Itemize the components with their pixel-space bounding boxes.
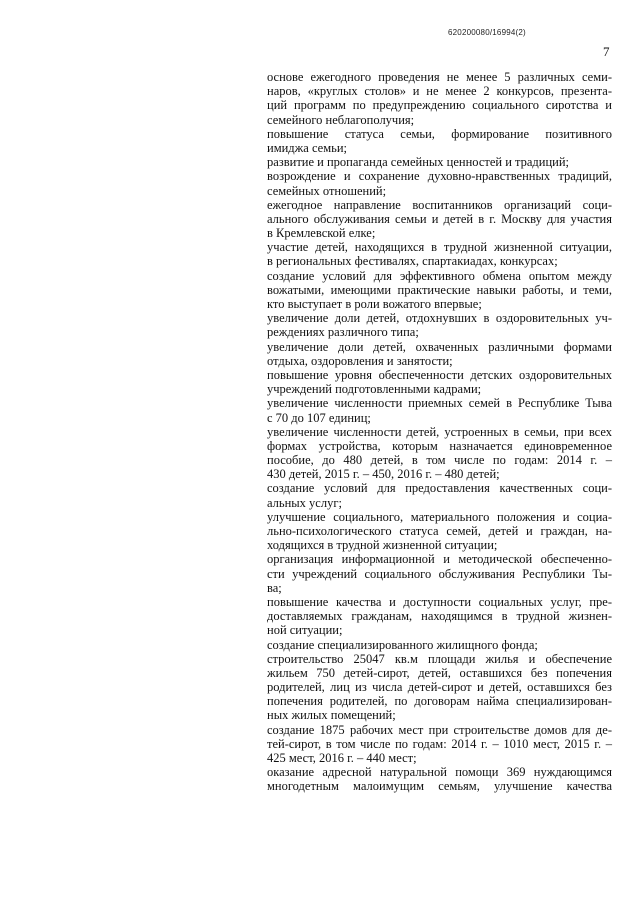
text-line: ежегодное направление воспитанников организаций соци- — [267, 197, 612, 212]
text-line: с 70 до 107 единиц; — [267, 410, 371, 425]
text-line: основе ежегодного проведения не менее 5 различных семи- — [267, 70, 612, 84]
text-line: увеличение доли детей, охваченных различными формами — [267, 339, 612, 354]
text-line: ального обслуживания семьи и детей в г. Москву для участия — [267, 211, 612, 226]
text-line: развитие и пропаганда семейных ценностей и традиций; — [267, 155, 570, 170]
text-line: тей-сирот, в том числе по годам: 2014 г. – 1010 мест, 2015 г. – — [267, 736, 612, 751]
text-line: отдыха, оздоровления и занятости; — [267, 353, 453, 368]
text-line: ной ситуации; — [267, 623, 343, 638]
text-line: формах устройства, которым назначается единовременное — [267, 438, 612, 453]
text-line: оказание адресной натуральной помощи 369 нуждающимся — [267, 765, 612, 780]
text-line: ций программ по предупреждению социального сиротства и — [267, 98, 612, 113]
text-line: сти учреждений социального обслуживания Республики Ты- — [267, 566, 612, 581]
text-line: организация информационной и методической обеспеченно- — [267, 552, 612, 567]
text-line: улучшение социального, материального положения и социа- — [267, 509, 612, 524]
text-line: реждениях различного типа; — [267, 325, 419, 340]
text-line: создание условий для предоставления качественных соци- — [267, 481, 612, 496]
text-line: родителей, лиц из числа детей-сирот и детей, оставшихся без — [267, 680, 612, 695]
text-line: семейного неблагополучия; — [267, 112, 415, 127]
text-line: создание условий для эффективного обмена опытом между — [267, 268, 612, 283]
text-line: попечения родителей, по договорам найма специализирован- — [267, 694, 612, 709]
text-line: многодетным малоимущим семьям, улучшение качества — [267, 779, 612, 794]
document-id: 620200080/16994(2) — [448, 28, 526, 37]
text-line: в региональных фестивалях, спартакиадах, конкурсах; — [267, 254, 558, 269]
text-line: имиджа семьи; — [267, 140, 347, 155]
text-line: строительство 25047 кв.м площади жилья и обеспечение — [267, 651, 612, 666]
text-line: альных услуг; — [267, 495, 342, 510]
text-line: ных жилых помещений; — [267, 708, 396, 723]
text-line: льно-психологического статуса семей, детей и граждан, на- — [267, 524, 612, 538]
text-line: создание 1875 рабочих мест при строительстве домов для де- — [267, 722, 612, 737]
text-line: ходящихся в трудной жизненной ситуации; — [267, 538, 498, 553]
text-line: повышение уровня обеспеченности детских оздоровительных — [267, 367, 612, 382]
body-text — [267, 70, 612, 794]
text-line: ва; — [267, 580, 282, 595]
text-line: учреждений подготовленными кадрами; — [267, 382, 482, 397]
text-line: возрождение и сохранение духовно-нравственных традиций, — [267, 169, 612, 184]
text-line: жильем 750 детей-сирот, детей, оставшихся без попечения — [267, 665, 612, 680]
text-line: увеличение доли детей, отдохнувших в оздоровительных уч- — [267, 311, 612, 326]
text-line: кто выступает в роли вожатого впервые; — [267, 297, 482, 311]
text-line: повышение качества и доступности социальных услуг, пре- — [267, 594, 612, 609]
text-line: увеличение численности детей, устроенных в семьи, при всех — [267, 424, 612, 439]
text-line: 430 детей, 2015 г. – 450, 2016 г. – 480 детей; — [267, 467, 500, 482]
text-line: повышение статуса семьи, формирование позитивного — [267, 126, 612, 141]
text-line: 425 мест, 2016 г. – 440 мест; — [267, 751, 417, 765]
text-line: создание специализированного жилищного фонда; — [267, 637, 538, 652]
text-line: доставляемых гражданам, находящимся в трудной жизнен- — [267, 609, 612, 624]
text-line: увеличение численности приемных семей в Республике Тыва — [267, 396, 612, 411]
text-line: в Кремлевской елке; — [267, 226, 376, 241]
text-line: вожатыми, имеющими практические навыки работы, и теми, — [267, 282, 612, 297]
text-line: пособие, до 480 детей, в том числе по годам: 2014 г. – — [267, 453, 612, 468]
page-number: 7 — [603, 44, 610, 59]
text-line: участие детей, находящихся в трудной жизненной ситуации, — [267, 240, 612, 255]
text-line: семейных отношений; — [267, 183, 387, 198]
text-line: наров, «круглых столов» и не менее 2 конкурсов, презента- — [267, 84, 612, 99]
